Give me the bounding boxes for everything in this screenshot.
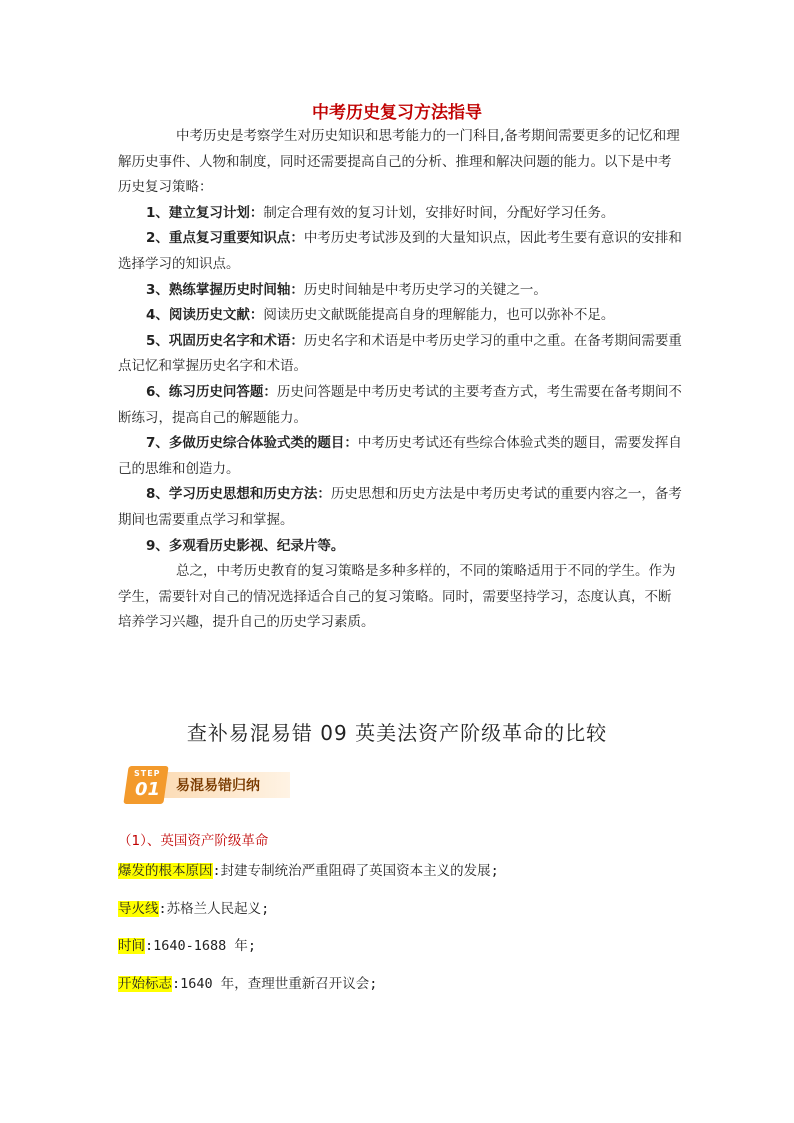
strategy-text: 历史名字和术语是中考历史学习的重中之重。在备考期间需要重点记忆和掌握历史名字和术语。 [118,332,682,375]
strategy-item-2 [118,226,684,277]
fact-text: :封建专制统治严重阻碍了英国资本主义的发展; [212,863,499,879]
strategy-label: 2、重点复习重要知识点： [146,230,304,247]
step-word: STEP [134,769,161,778]
fact-label: 导火线 [118,901,159,917]
strategy-text: 制定合理有效的复习计划，安排好时间，分配好学习任务。 [263,204,615,221]
guide-summary: 总之，中考历史教育的复习策略是多种多样的，不同的策略适用于不同的学生。作为学生，需要针对自己的情况选择适合自己的复习策略。同时，需要坚持学习，态度认真，不断培养学习兴趣，提升自己的历史学习素质。 [118,563,676,631]
strategy-label: 6、练习历史问答题： [146,383,277,400]
strategy-item-4 [118,303,684,329]
strategy-item-3 [118,278,684,304]
fact-label: 开始标志 [118,976,172,992]
strategy-label: 5、巩固历史名字和术语： [146,332,304,349]
strategy-label: 9、多观看历史影视、纪录片等。 [146,537,345,554]
guide-intro: 中考历史是考察学生对历史知识和思考能力的一门科目,备考期间需要更多的记忆和理解历史事件、人物和制度，同时还需要提高自己的分析、推理和解决问题的能力。以下是中考历史复习策略： [118,128,680,196]
fact-text: :1640 年，查理世重新召开议会; [172,976,378,992]
step-number: 01 [135,779,161,800]
fact-text: :1640-1688 年; [145,938,257,954]
fact-text: :苏格兰人民起义; [158,901,270,917]
fact-row [118,898,269,920]
fact-label: 爆发的根本原因 [118,863,213,879]
fact-label: 时间 [118,938,145,954]
strategy-text: 历史时间轴是中考历史学习的关键之一。 [303,281,547,298]
strategy-text: 历史问答题是中考历史考试的主要考查方式，考生需要在备考期间不断练习，提高自己的解题能力。 [118,383,682,426]
fact-row [118,860,499,882]
strategy-item-7 [118,431,684,482]
strategy-text: 中考历史考试涉及到的大量知识点，因此考生要有意识的安排和选择学习的知识点。 [118,230,682,272]
strategy-text: 阅读历史文献既能提高自身的理解能力，也可以弥补不足。 [263,307,615,324]
step-badge [124,766,290,804]
strategy-label: 7、多做历史综合体验式类的题目： [146,435,358,452]
strategy-label: 3、熟练掌握历史时间轴： [146,281,304,298]
step-label: 易混易错归纳 [176,778,260,794]
strategy-item-9 [118,534,684,560]
fact-row [118,935,256,957]
guide-title: 中考历史复习方法指导 [312,103,482,123]
strategy-item-8 [118,482,684,533]
strategy-label: 8、学习历史思想和历史方法： [146,486,331,503]
strategy-text: 历史思想和历史方法是中考历史考试的重要内容之一，备考期间也需要重点学习和掌握。 [118,486,682,528]
section-title: 查补易混易错 09 英美法资产阶级革命的比较 [186,721,608,745]
guide-body [118,124,684,636]
sub-heading: （1）、英国资产阶级革命 [118,833,269,849]
strategy-label: 1、建立复习计划： [146,204,264,221]
strategy-label: 4、阅读历史文献： [146,307,264,324]
strategy-text: 中考历史考试还有些综合体验式类的题目，需要发挥自己的思维和创造力。 [118,435,682,477]
strategy-item-5 [118,329,684,380]
strategy-item-6 [118,380,684,431]
fact-row [118,973,377,995]
strategy-item-1 [118,201,684,227]
